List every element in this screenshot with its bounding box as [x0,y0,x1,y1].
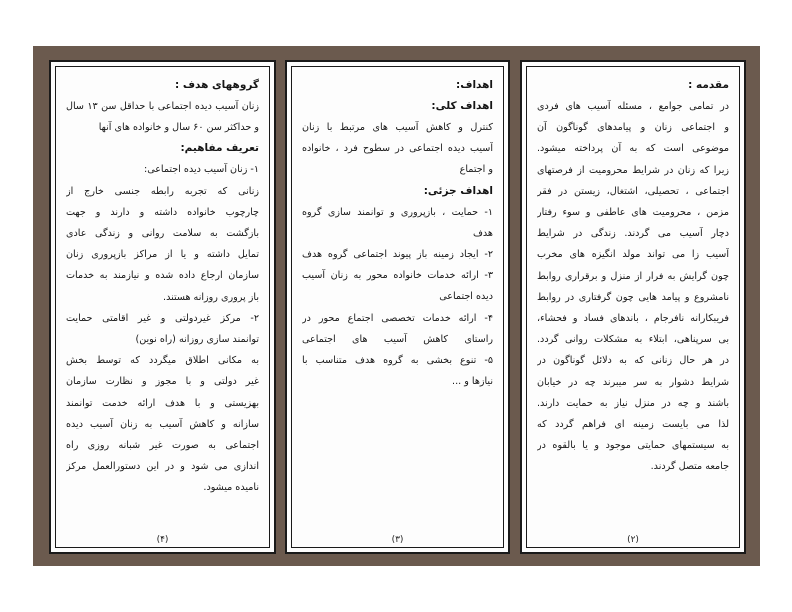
page-goals-content [291,66,504,548]
text-line: زنانی که تجربه رابطه جنسی خارج از [66,185,259,197]
definitions-body [66,159,259,498]
page-number: (۲) [627,535,639,545]
page-introduction-content [526,66,740,548]
text-line: زیرا که زنان در شرایط محرومیت از فرصتهای [537,164,729,176]
text-line: کنترل و کاهش آسیب های مرتبط با زنان [302,122,493,133]
text-line: و اجتماعی زنان و پیامدهای گوناگون آن [537,122,729,134]
text-line: در هر حال زنانی که به دلائل گوناگون در [537,355,729,367]
brochure-sheet [33,46,760,566]
text-line: و اجتماع [459,164,493,176]
detailed-goals-body [302,202,493,393]
text-line: دچار آسیب می گردند. زندگی در شرایط [537,228,729,240]
text-line: در تمامی جوامع ، مسئله آسیب های فردی [537,101,729,112]
text-line: موضوعی است که به آن پرداخته میشود. [537,143,729,155]
text-line: چون گرایش به فرار از منزل و برقراری روابط [537,270,729,282]
page-number: (۴) [156,535,169,545]
text-line: ۲- ایجاد زمینه باز پیوند اجتماعی گروه هدف [302,249,493,261]
target-groups-body [66,96,259,138]
detailed-goals-heading: اهداف جزئی: [423,184,493,197]
general-goals-body [302,117,493,181]
text-line: اندازی می شود و در این دستورالعمل مرکز [66,461,259,473]
text-line: ۱- زنان آسیب دیده اجتماعی: [143,164,259,176]
text-line: دیده اجتماعی [439,291,493,303]
text-line: ۴- ارائه خدمات تخصصی اجتماع محور در [302,312,493,324]
text-line: ۱- حمایت ، بازپروری و توانمند سازی گروه [302,206,493,218]
page-goals [285,60,510,554]
text-line: جامعه متصل گردند. [650,461,729,473]
text-line: زنان آسیب دیده اجتماعی با حداقل سن ۱۳ سال [66,101,259,112]
text-line: اجتماعی به صورت غیر شبانه روزی راه [66,440,259,452]
text-line: ۵- تنوع بخشی به گروه هدف متناسب با [302,355,493,367]
text-line: باز پروری روزانه هستند. [163,291,259,303]
text-line: اجتماعی ، تحصیلی، اشتغال، زیستن در فقر [537,185,729,197]
text-line: چارچوب خانواده داشته و دارند و جهت [66,206,259,218]
goals-heading: اهداف: [456,79,493,91]
text-line: آسیب زا می تواند مولد انگیزه های مخرب [537,249,729,261]
text-line: به سیستمهای حمایتی موجود و یا بالقوه در [537,440,729,452]
text-line: راستای کاهش آسیب های اجتماعی [302,333,493,345]
text-line: سازمان ارجاع داده شده و نیازمند به خدمات [66,270,259,282]
text-line: نیازها و ... [452,376,493,388]
page-target-groups [49,60,276,554]
text-line: تمایل داشته و یا از مراکز بازپروری زنان [66,249,259,261]
page-target-groups-content [55,66,270,548]
page-introduction [520,60,746,554]
text-line: باشند و چه در منزل نیاز به حمایت دارند. [537,397,729,409]
text-line: به مکانی اطلاق میگردد که توسط بخش [66,355,259,367]
text-line: غیر دولتی و با مجوز و نظارت سازمان [66,376,259,388]
target-groups-heading: گروههای هدف : [175,79,259,91]
general-goals-heading: اهداف کلی: [431,100,493,112]
text-line: ۳- ارائه خدمات خانواده محور به زنان آسیب [302,270,493,282]
text-line: بازگشت به سلامت روانی و زندگی عادی [66,228,259,240]
text-line: توانمند سازی روزانه (راه نوین) [135,334,259,346]
text-line: نامیده میشود. [203,482,259,494]
text-line: آسیب دیده اجتماعی در سطوح فرد ، خانواده [302,143,493,155]
text-line: نامشروع و پیامد هایی چون گرفتاری در روابط [537,291,729,303]
text-line: و حداکثر سن ۶۰ سال و خانواده های آنها [98,122,259,134]
text-line: فریبکارانه نافرجام ، باندهای فساد و فحشاء، [537,313,729,325]
text-line: بهزیستی و با هدف ارائه خدمت توانمند [66,397,259,409]
text-line: مزمن ، محرومیت های عاطفی و سوء رفتار [537,207,729,219]
text-line: ۲- مرکز غیردولتی و غیر اقامتی حمایت [66,312,259,324]
page-number: (۳) [391,535,404,545]
text-line: بی سرپناهی، ابتلاء به مشکلات روانی گردد. [537,334,729,346]
definitions-heading: تعریف مفاهیم: [180,142,259,155]
introduction-body [537,96,729,478]
introduction-heading: مقدمه : [688,79,729,91]
text-line: هدف [472,227,493,239]
text-line: لذا می بایست زمینه ای فراهم گردد که [537,419,729,431]
text-line: سازانه و کاهش آسیب به زنان آسیب دیده [66,418,259,430]
text-line: شرایط دشوار به سر میبرند چه در خیابان [537,376,729,388]
